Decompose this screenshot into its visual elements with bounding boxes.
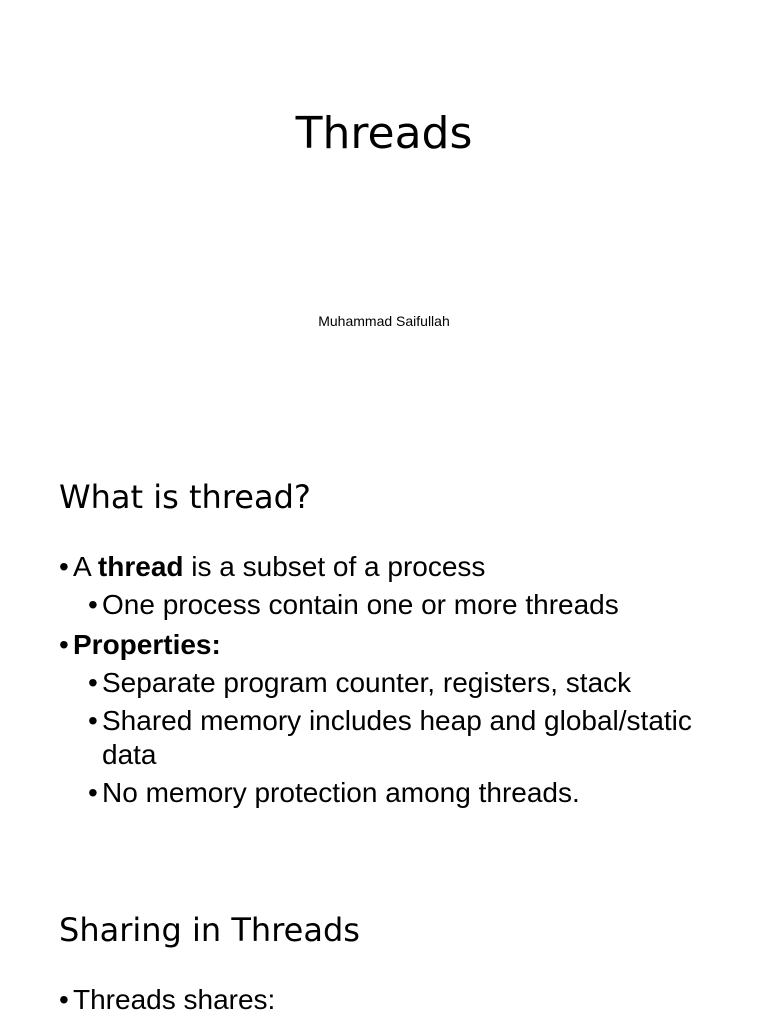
section-heading-sharing-in-threads: Sharing in Threads <box>59 911 360 949</box>
bullet-list-sharing <box>59 983 739 1017</box>
bullet-marker: • <box>88 705 98 736</box>
bullet-text-bold-term: thread <box>97 551 184 582</box>
bullet-marker: • <box>59 629 69 660</box>
author-name: Muhammad Saifullah <box>318 313 450 329</box>
bullet-text-properties: Properties: <box>73 629 221 660</box>
sub-bullet-item <box>88 704 739 772</box>
sub-bullet-item <box>88 588 739 622</box>
bullet-marker: • <box>59 984 69 1015</box>
sub-bullet-text: Shared memory includes heap and global/static data <box>102 705 692 770</box>
sub-bullet-item <box>88 666 739 700</box>
bullet-list-what-is-thread <box>59 550 739 810</box>
bullet-item <box>59 983 739 1017</box>
bullet-text-suffix: is a subset of a process <box>183 551 486 582</box>
sub-bullet-item <box>88 776 739 810</box>
bullet-item <box>59 550 739 584</box>
sub-bullet-text: One process contain one or more threads <box>102 589 619 620</box>
bullet-marker: • <box>88 667 98 698</box>
bullet-item <box>59 628 739 662</box>
sub-bullet-text: Separate program counter, registers, stack <box>102 667 632 698</box>
bullet-marker: • <box>88 589 98 620</box>
bullet-marker: • <box>59 551 69 582</box>
bullet-text: Threads shares: <box>73 984 276 1015</box>
bullet-marker: • <box>88 777 98 808</box>
slide-title: Threads <box>295 108 473 159</box>
bullet-text-prefix: A <box>73 551 98 582</box>
sub-bullet-text: No memory protection among threads. <box>102 777 580 808</box>
section-heading-what-is-thread: What is thread? <box>59 478 311 516</box>
